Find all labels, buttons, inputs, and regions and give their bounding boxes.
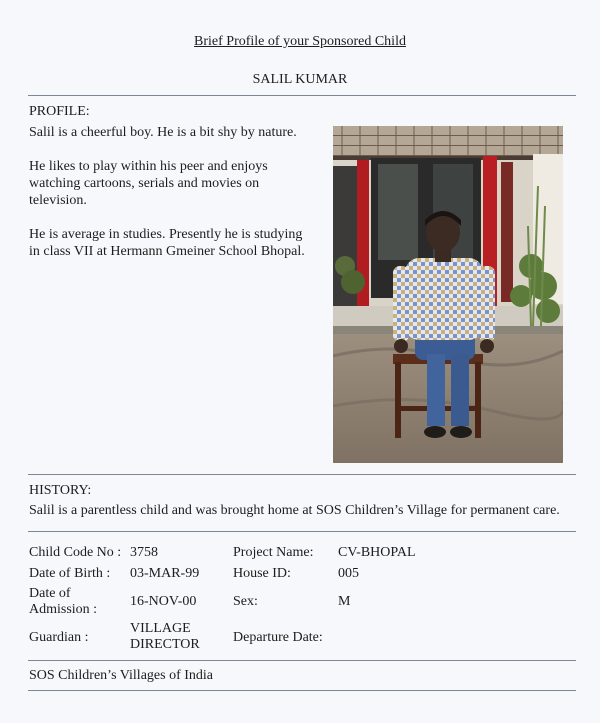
house-id-label: House ID: bbox=[233, 566, 291, 581]
house-id-value: 005 bbox=[338, 566, 359, 581]
guardian-label: Guardian : bbox=[29, 630, 89, 645]
dob-label: Date of Birth : bbox=[29, 566, 111, 581]
divider-footer-bottom bbox=[28, 690, 576, 691]
divider-footer-top bbox=[28, 660, 576, 661]
footer-organization: SOS Children’s Villages of India bbox=[29, 668, 214, 683]
profile-label: PROFILE: bbox=[29, 104, 90, 119]
document-title: Brief Profile of your Sponsored Child bbox=[194, 34, 406, 49]
divider-history-top bbox=[28, 474, 576, 475]
divider-details-top bbox=[28, 531, 576, 532]
divider-top bbox=[28, 95, 576, 96]
project-name-value: CV-BHOPAL bbox=[338, 545, 416, 560]
admission-label-line-2: Admission : bbox=[29, 602, 98, 617]
profile-paragraph-3: He is average in studies. Presently he is studying in class VII at Hermann Gmeiner School Bhopal. bbox=[29, 227, 305, 259]
profile-paragraph-2: He likes to play within his peer and enjoys watching cartoons, serials and movies on television. bbox=[29, 159, 268, 208]
dob-value: 03-MAR-99 bbox=[130, 566, 200, 581]
guardian-value-line-2: DIRECTOR bbox=[130, 637, 200, 652]
admission-value: 16-NOV-00 bbox=[130, 594, 197, 609]
sex-label: Sex: bbox=[233, 594, 258, 609]
child-code-label: Child Code No : bbox=[29, 545, 122, 560]
profile-paragraph-1: Salil is a cheerful boy. He is a bit shy by nature. bbox=[29, 125, 297, 140]
history-text: Salil is a parentless child and was brought home at SOS Children’s Village for permanent care. bbox=[29, 503, 560, 518]
departure-date-label: Departure Date: bbox=[233, 630, 323, 645]
project-name-label: Project Name: bbox=[233, 545, 314, 560]
history-label: HISTORY: bbox=[29, 483, 92, 498]
guardian-value-line-1: VILLAGE bbox=[130, 621, 191, 636]
child-name: SALIL KUMAR bbox=[252, 72, 348, 87]
sex-value: M bbox=[338, 594, 351, 609]
profile-text bbox=[29, 124, 314, 277]
child-photo bbox=[333, 126, 563, 463]
admission-label-line-1: Date of bbox=[29, 586, 71, 601]
child-code-value: 3758 bbox=[130, 545, 158, 560]
